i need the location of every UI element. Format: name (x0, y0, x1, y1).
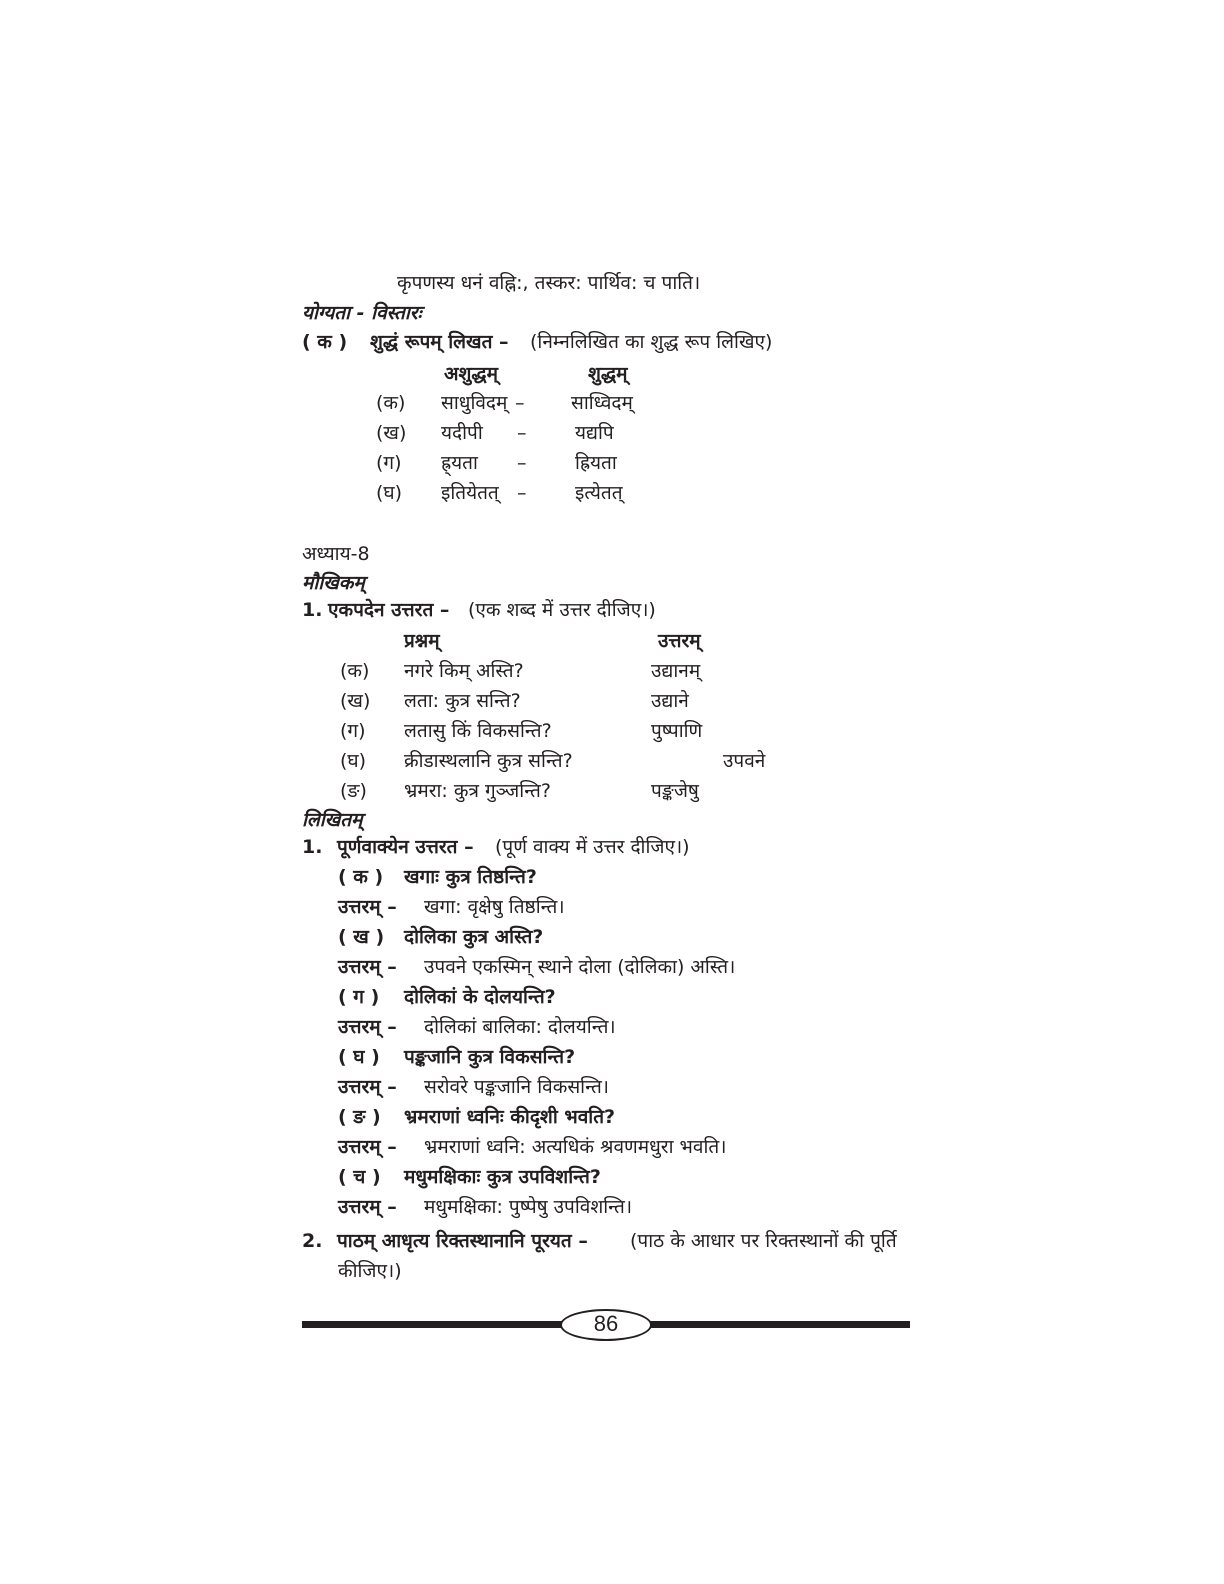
row-marker: (क) (376, 392, 406, 414)
written-question: भ्रमराणां ध्वनिः कीदृशी भवति? (404, 1106, 616, 1128)
row-marker: (क) (340, 660, 370, 682)
written-answer: उपवने एकस्मिन् स्थाने दोला (दोलिका) अस्ति। (424, 956, 736, 978)
item-marker: ( ङ ) (338, 1106, 381, 1128)
oral-answer: उपवने (723, 750, 766, 772)
oral-question: भ्रमरा: कुत्र गुञ्जन्ति? (404, 780, 551, 802)
section-heading-likhitam: लिखितम् (302, 809, 363, 831)
answer-label: उत्तरम् – (338, 1016, 397, 1038)
item-marker: ( क ) (338, 866, 384, 888)
row-marker: (ग) (340, 720, 366, 742)
right-form: यद्यपि (575, 422, 614, 444)
right-form: इत्येतत् (575, 482, 623, 504)
oral-answer: उद्यानम् (651, 660, 701, 682)
written-answer: दोलिकां बालिका: दोलयन्ति। (424, 1016, 616, 1038)
oral-question: लता: कुत्र सन्ति? (404, 690, 521, 712)
row-marker: (घ) (376, 482, 403, 504)
section-heading-yogyata: योग्यता - विस्तारः (302, 302, 422, 324)
item-marker: ( ख ) (338, 926, 385, 948)
answer-label: उत्तरम् – (338, 956, 397, 978)
row-marker: (ख) (340, 690, 371, 712)
oral-question: क्रीडास्थलानि कुत्र सन्ति? (404, 750, 573, 772)
wrong-form: ह्र्यता (441, 452, 478, 474)
question-number: 1. (302, 599, 323, 621)
written-question: मधुमक्षिकाः कुत्र उपविशन्ति? (404, 1166, 601, 1188)
wrong-form: यदीपी (441, 422, 483, 444)
row-dash: – (517, 482, 527, 504)
oral-question: नगरे किम् अस्ति? (404, 660, 524, 682)
written-answer: मधुमक्षिका: पुष्पेषु उपविशन्ति। (424, 1196, 633, 1218)
written-answer: सरोवरे पङ्कजानि विकसन्ति। (424, 1076, 609, 1098)
item-marker: ( घ ) (338, 1046, 380, 1068)
verse-line: कृपणस्य धनं वह्नि:, तस्कर: पार्थिव: च पाति। (397, 272, 701, 294)
section-heading-maukhikam: मौखिकम् (302, 572, 365, 594)
answer-label: उत्तरम् – (338, 1196, 397, 1218)
column-header-question: प्रश्नम् (404, 630, 440, 652)
oral-answer: उद्याने (651, 690, 689, 712)
oral-answer: पङ्कजेषु (651, 780, 699, 802)
question-hint: (पूर्ण वाक्य में उत्तर दीजिए।) (495, 836, 690, 858)
question-hint: (एक शब्द में उत्तर दीजिए।) (468, 599, 656, 621)
question-title: पूर्णवाक्येन उत्तरत – (337, 836, 474, 858)
row-dash: – (517, 422, 527, 444)
question-hint-continued: कीजिए।) (338, 1260, 402, 1282)
row-marker: (घ) (340, 750, 367, 772)
written-answer: खगा: वृक्षेषु तिष्ठन्ति। (424, 896, 565, 918)
question-title: शुद्धं रूपम् लिखत – (370, 331, 509, 353)
right-form: ह्रियता (575, 452, 617, 474)
wrong-form: साधुविदम् (441, 392, 508, 414)
written-answer: भ्रमराणां ध्वनि: अत्यधिकं श्रवणमधुरा भवति। (424, 1136, 727, 1158)
oral-answer: पुष्पाणि (651, 720, 703, 742)
row-dash: – (515, 392, 525, 414)
question-marker: ( क ) (302, 331, 348, 353)
answer-label: उत्तरम् – (338, 896, 397, 918)
column-header-wrong: अशुद्धम् (444, 363, 498, 385)
page-number: 86 (593, 1311, 619, 1336)
column-header-right: शुद्धम् (588, 363, 628, 385)
question-title: एकपदेन उत्तरत – (328, 599, 450, 621)
column-header-answer: उत्तरम् (658, 630, 701, 652)
question-number: 1. (302, 836, 323, 858)
written-question: खगाः कुत्र तिष्ठन्ति? (404, 866, 537, 888)
written-question: दोलिकां के दोलयन्ति? (404, 986, 556, 1008)
answer-label: उत्तरम् – (338, 1136, 397, 1158)
row-marker: (ग) (376, 452, 402, 474)
written-question: दोलिका कुत्र अस्ति? (404, 926, 544, 948)
item-marker: ( च ) (338, 1166, 381, 1188)
chapter-title: अध्याय-8 (302, 543, 370, 565)
question-title: पाठम् आधृत्य रिक्तस्थानानि पूरयत – (337, 1230, 588, 1252)
row-marker: (ङ) (340, 780, 367, 802)
row-marker: (ख) (376, 422, 407, 444)
right-form: साध्विदम् (571, 392, 633, 414)
footer-rule-left (302, 1321, 564, 1328)
question-hint: (निम्नलिखित का शुद्ध रूप लिखिए) (530, 331, 773, 353)
written-question: पङ्कजानि कुत्र विकसन्ति? (404, 1046, 576, 1068)
wrong-form: इतियेतत् (441, 482, 499, 504)
item-marker: ( ग ) (338, 986, 380, 1008)
answer-label: उत्तरम् – (338, 1076, 397, 1098)
question-number: 2. (302, 1230, 323, 1252)
row-dash: – (517, 452, 527, 474)
footer-rule-right (648, 1321, 910, 1328)
question-hint: (पाठ के आधार पर रिक्तस्थानों की पूर्ति (630, 1230, 897, 1252)
oral-question: लतासु किं विकसन्ति? (404, 720, 552, 742)
